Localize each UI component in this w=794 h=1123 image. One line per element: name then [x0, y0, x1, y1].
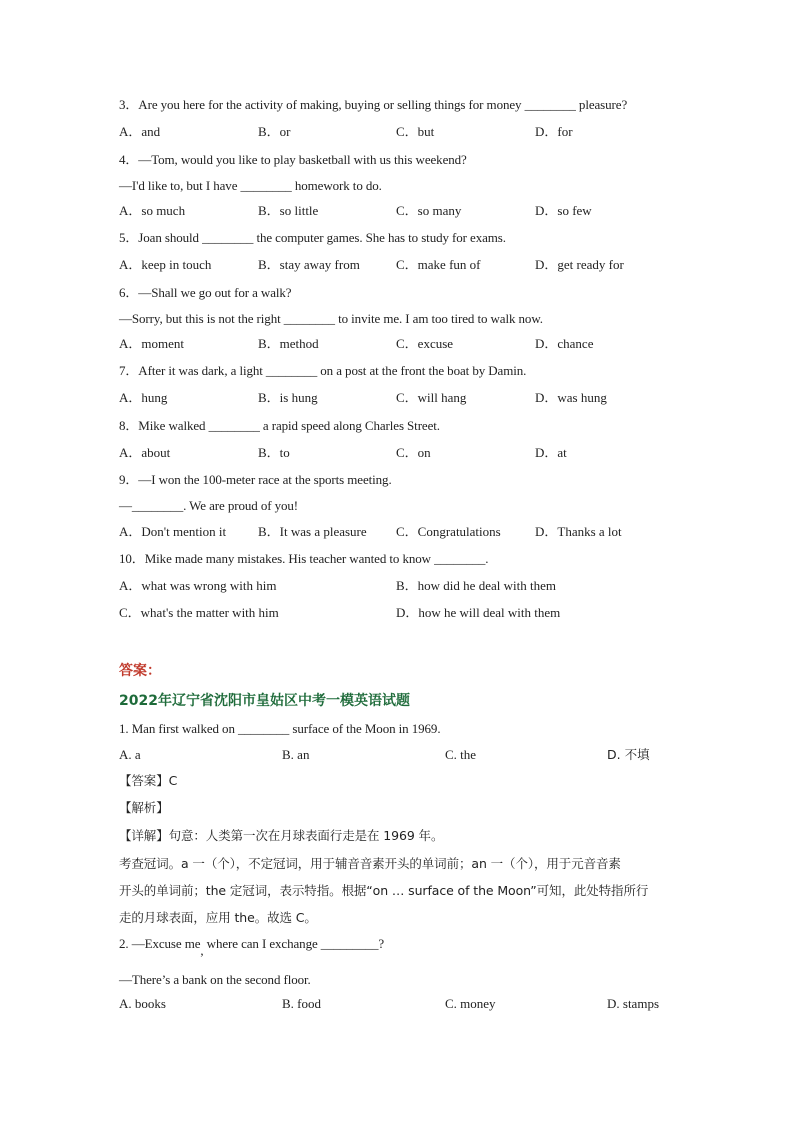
answer-q1-explain-line-2: 开头的单词前；the 定冠词，表示特指。根据“on … surface of the Moon”可知，此处特指所行 [119, 883, 649, 898]
answer-q2-option-c: C. money [445, 996, 496, 1011]
answer-q2-reply: —There’s a bank on the second floor. [119, 972, 311, 987]
answer-heading: 答案： [119, 663, 161, 679]
q10-option-b: B．how did he deal with them [396, 578, 556, 593]
q9-option-d: D．Thanks a lot [535, 524, 622, 539]
q8-option-a: A．about [119, 445, 171, 460]
answer-q1-option-b: B. an [282, 747, 310, 762]
answer-q1-option-c: C. the [445, 747, 477, 762]
question-8-stem: 8．Mike walked ________ a rapid speed along Charles Street. [119, 418, 440, 433]
answer-q1-explain-line-3: 走的月球表面，应用 the。故选 C。 [119, 910, 317, 925]
q9-option-a: A．Don't mention it [119, 524, 227, 539]
exam-title: 2022年辽宁省沈阳市皇姑区中考一模英语试题 [119, 693, 410, 709]
q9-option-b: B．It was a pleasure [258, 524, 367, 539]
question-6-stem: 6．—Shall we go out for a walk? [119, 285, 292, 300]
q3-option-a: A．and [119, 124, 161, 139]
question-4-reply: —I'd like to, but I have ________ homework to do. [119, 178, 382, 193]
q6-option-c: C．excuse [396, 336, 454, 351]
answer-q2-option-a: A. books [119, 996, 166, 1011]
answer-q2-stem [119, 936, 385, 958]
q7-option-c: C．will hang [396, 390, 467, 405]
q3-option-d: D．for [535, 124, 573, 139]
answer-q1-detail: 【详解】句意：人类第一次在月球表面行走是在 1969 年。 [119, 828, 444, 843]
question-3-stem: 3．Are you here for the activity of making, buying or selling things for money ________ pleasure? [119, 97, 628, 112]
answer-q2-stem-start: 2. —Excuse me [119, 936, 201, 951]
q8-option-d: D．at [535, 445, 567, 460]
question-5-stem: 5．Joan should ________ the computer games. She has to study for exams. [119, 230, 506, 245]
answer-q2-option-b: B. food [282, 996, 321, 1011]
q5-option-d: D．get ready for [535, 257, 624, 272]
q10-option-a: A．what was wrong with him [119, 578, 277, 593]
question-6-reply: —Sorry, but this is not the right ________ to invite me. I am too tired to walk now. [119, 311, 543, 326]
question-7-stem: 7．After it was dark, a light ________ on a post at the front the boat by Damin. [119, 363, 527, 378]
q6-option-b: B．method [258, 336, 319, 351]
q3-option-c: C．but [396, 124, 435, 139]
answer-q1-answer: 【答案】C [119, 773, 178, 788]
q7-option-d: D．was hung [535, 390, 607, 405]
answer-q2-stem-comma: , [200, 943, 204, 958]
question-9-reply: —________. We are proud of you! [119, 498, 299, 513]
question-9-stem: 9．—I won the 100-meter race at the sports meeting. [119, 472, 392, 487]
q7-option-b: B．is hung [258, 390, 318, 405]
question-10-stem: 10．Mike made many mistakes. His teacher wanted to know ________. [119, 551, 489, 566]
answer-q1-stem: 1. Man first walked on ________ surface of the Moon in 1969. [119, 721, 441, 736]
q8-option-b: B．to [258, 445, 290, 460]
q4-option-b: B．so little [258, 203, 319, 218]
answer-q1-explain-line-1: 考查冠词。a 一（个），不定冠词，用于辅音音素开头的单词前；an 一（个），用于元音音素 [119, 856, 621, 871]
q4-option-d: D．so few [535, 203, 592, 218]
answer-q2-option-d: D. stamps [607, 996, 659, 1011]
q4-option-c: C．so many [396, 203, 462, 218]
answer-q1-option-d: D. 不填 [607, 747, 650, 762]
q4-option-a: A．so much [119, 203, 186, 218]
answer-q1-analysis-label: 【解析】 [119, 800, 169, 815]
q5-option-a: A．keep in touch [119, 257, 212, 272]
question-4-stem: 4．—Tom, would you like to play basketball with us this weekend? [119, 152, 467, 167]
q10-option-d: D．how he will deal with them [396, 605, 561, 620]
q5-option-c: C．make fun of [396, 257, 481, 272]
q8-option-c: C．on [396, 445, 431, 460]
q6-option-d: D．chance [535, 336, 594, 351]
q7-option-a: A．hung [119, 390, 168, 405]
q9-option-c: C．Congratulations [396, 524, 501, 539]
answer-q2-stem-end: where can I exchange _________? [203, 936, 385, 951]
q6-option-a: A．moment [119, 336, 184, 351]
answer-q1-option-a: A. a [119, 747, 141, 762]
q3-option-b: B．or [258, 124, 291, 139]
q10-option-c: C．what's the matter with him [119, 605, 279, 620]
q5-option-b: B．stay away from [258, 257, 360, 272]
